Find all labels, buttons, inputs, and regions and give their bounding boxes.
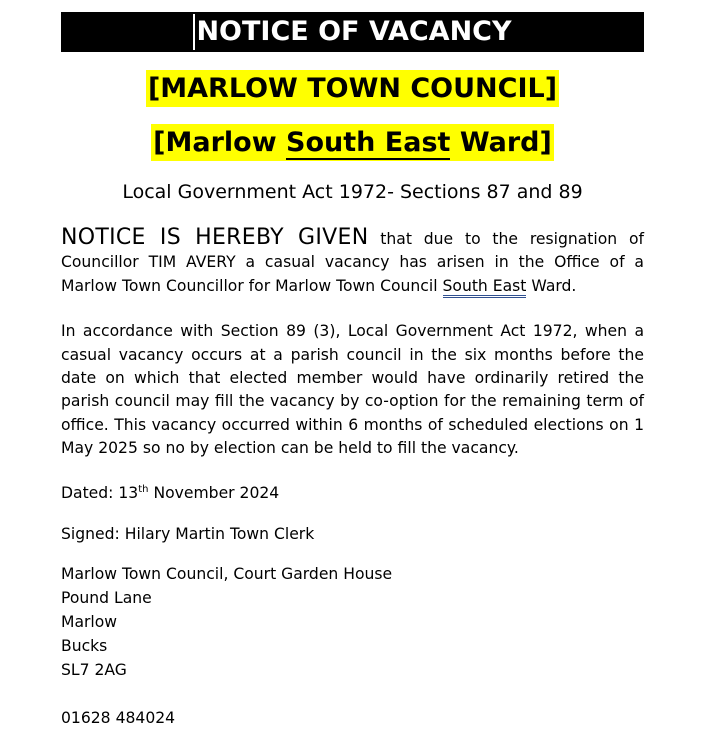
notice-page bbox=[61, 12, 644, 730]
address-line: Marlow Town Council, Court Garden House bbox=[61, 564, 393, 583]
notice-lead: NOTICE IS HEREBY GIVEN bbox=[61, 225, 369, 250]
dated-line bbox=[61, 481, 644, 505]
ward-heading-close: Ward] bbox=[450, 127, 552, 158]
address-line: SL7 2AG bbox=[61, 660, 127, 679]
council-heading-row bbox=[61, 72, 644, 106]
notice-ward-name: South East bbox=[443, 277, 527, 298]
address-block bbox=[61, 562, 644, 682]
section-89-paragraph: In accordance with Section 89 (3), Local Government Act 1972, when a casual vacancy occurs at a parish council in the six months before the date on which that elected member would have ordinarily retired the parish council may fill the vacancy by co-option for the remaining term of office. This vacancy occurred within 6 months of scheduled elections on 1 May 2025 so no by election can be held to fill the vacancy. bbox=[61, 322, 644, 458]
dated-prefix: Dated: 13 bbox=[61, 483, 139, 502]
notice-title-bar bbox=[61, 12, 644, 52]
phone-number: 01628 484024 bbox=[61, 708, 176, 727]
act-reference: Local Government Act 1972- Sections 87 and 89 bbox=[122, 181, 583, 203]
notice-paragraph bbox=[61, 226, 644, 298]
ward-heading-name: South East bbox=[286, 127, 451, 158]
notice-text: that due to the resignation of Councillor TIM AVERY a casual vacancy has arisen in the Office of a Marlow Town Councillor for Marlow Town Council bbox=[61, 230, 644, 295]
dated-suffix: November 2024 bbox=[148, 483, 280, 502]
signed-line: Signed: Hilary Martin Town Clerk bbox=[61, 524, 315, 543]
address-line: Marlow bbox=[61, 612, 118, 631]
address-line: Bucks bbox=[61, 636, 108, 655]
dated-ordinal: th bbox=[138, 483, 149, 495]
council-heading: [MARLOW TOWN COUNCIL] bbox=[146, 70, 559, 107]
notice-title: NOTICE OF VACANCY bbox=[193, 14, 511, 50]
notice-text-end: Ward. bbox=[526, 276, 577, 295]
address-line: Pound Lane bbox=[61, 588, 152, 607]
ward-heading-row bbox=[61, 126, 644, 160]
ward-heading-open: [Marlow bbox=[153, 127, 287, 158]
ward-heading bbox=[151, 124, 554, 161]
